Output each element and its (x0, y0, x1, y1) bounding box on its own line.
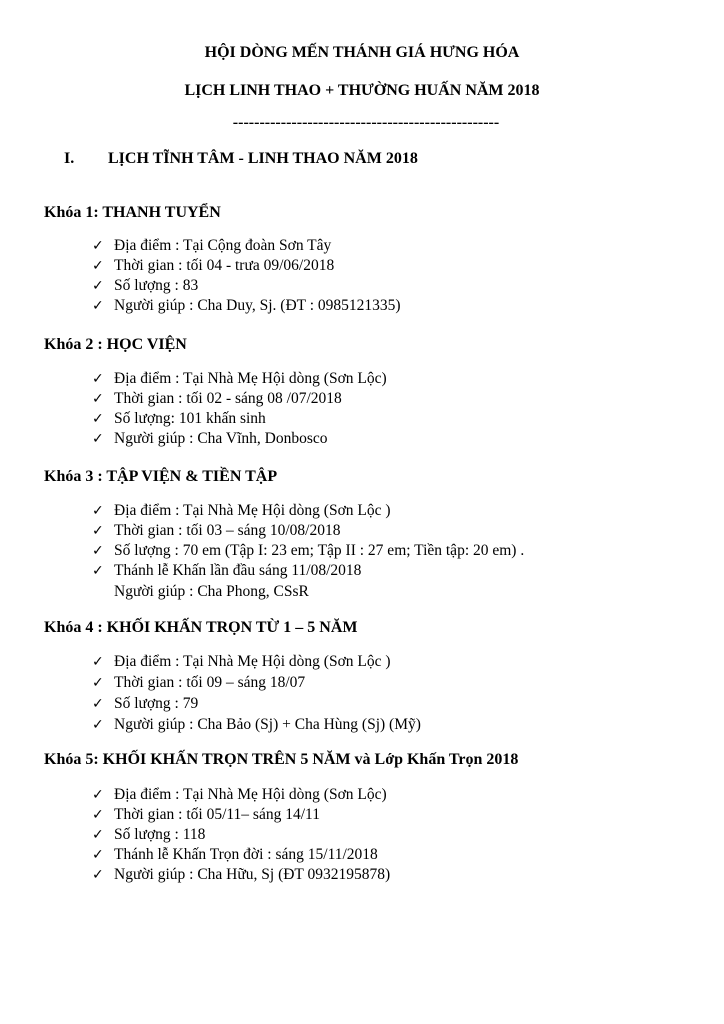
check-icon: ✓ (92, 523, 104, 539)
course-5-details (92, 785, 390, 885)
list-item: ✓ Địa điểm : Tại Nhà Mẹ Hội dòng (Sơn Lộc ) (92, 653, 391, 670)
course-3-title: Khóa 3 : TẬP VIỆN & TIỀN TẬP (44, 468, 278, 485)
course-1-title: Khóa 1: THANH TUYỂN (44, 204, 221, 221)
org-name: HỘI DÒNG MẾN THÁNH GIÁ HƯNG HÓA (204, 44, 520, 61)
check-icon: ✓ (92, 675, 104, 691)
check-icon: ✓ (92, 563, 104, 579)
check-icon: ✓ (92, 278, 104, 294)
list-item: ✓ Số lượng : 70 em (Tập I: 23 em; Tập II : 27 em; Tiền tập: 20 em) . (92, 542, 525, 559)
course-3-details (92, 501, 524, 603)
course-4-title: Khóa 4 : KHỐI KHẤN TRỌN TỪ 1 – 5 NĂM (44, 619, 358, 636)
list-item: ✓ Địa điểm : Tại Nhà Mẹ Hội dòng (Sơn Lộc) (92, 786, 387, 803)
list-item: ✓ Địa điểm : Tại Nhà Mẹ Hội dòng (Sơn Lộc) (92, 370, 387, 387)
list-item: ✓ Địa điểm : Tại Nhà Mẹ Hội dòng (Sơn Lộc ) (92, 502, 391, 519)
divider-line: -------------------------------------------------- (232, 114, 500, 131)
check-icon: ✓ (92, 696, 104, 712)
course-5-title: Khóa 5: KHỐI KHẤN TRỌN TRÊN 5 NĂM và Lớp Khấn Trọn 2018 (44, 751, 519, 768)
list-item: ✓ Số lượng: 101 khấn sinh (92, 410, 266, 427)
check-icon: ✓ (92, 431, 104, 447)
list-item: ✓ Người giúp : Cha Vĩnh, Donbosco (92, 430, 328, 447)
list-item: ✓ Thánh lễ Khấn Trọn đời : sáng 15/11/2018 (92, 846, 378, 863)
list-item: ✓ Thời gian : tối 04 - trưa 09/06/2018 (92, 257, 335, 274)
list-item: ✓ Thánh lễ Khấn lần đầu sáng 11/08/2018 (92, 562, 362, 579)
check-icon: ✓ (92, 847, 104, 863)
course-2-details (92, 369, 387, 449)
check-icon: ✓ (92, 807, 104, 823)
section-title: LỊCH TĨNH TÂM - LINH THAO NĂM 2018 (108, 150, 418, 167)
course-2-title: Khóa 2 : HỌC VIỆN (44, 336, 187, 353)
check-icon: ✓ (92, 787, 104, 803)
check-icon: ✓ (92, 238, 104, 254)
check-icon: ✓ (92, 503, 104, 519)
check-icon: ✓ (92, 654, 104, 670)
list-item: ✓ Người giúp : Cha Hữu, Sj (ĐT 0932195878) (92, 866, 391, 883)
list-item: ✓ Địa điểm : Tại Cộng đoàn Sơn Tây (92, 237, 332, 254)
list-item: ✓ Người giúp : Cha Duy, Sj. (ĐT : 0985121335) (92, 297, 401, 314)
check-icon: ✓ (92, 717, 104, 733)
list-item: ✓ Số lượng : 118 (92, 826, 206, 843)
list-item: ✓ Số lượng : 83 (92, 277, 199, 294)
list-item: ✓ Số lượng : 79 (92, 695, 199, 712)
list-item: ✓ Thời gian : tối 09 – sáng 18/07 (92, 674, 306, 691)
check-icon: ✓ (92, 867, 104, 883)
check-icon: ✓ (92, 371, 104, 387)
check-icon: ✓ (92, 827, 104, 843)
check-icon: ✓ (92, 298, 104, 314)
check-icon: ✓ (92, 543, 104, 559)
section-number: I. (64, 150, 75, 167)
list-item: ✓ Thời gian : tối 05/11– sáng 14/11 (92, 806, 320, 823)
course-3-helper: Người giúp : Cha Phong, CSsR (114, 583, 309, 600)
course-4-details (92, 652, 421, 736)
check-icon: ✓ (92, 391, 104, 407)
check-icon: ✓ (92, 258, 104, 274)
course-1-details (92, 236, 401, 316)
list-item: ✓ Thời gian : tối 03 – sáng 10/08/2018 (92, 522, 341, 539)
list-item: ✓ Thời gian : tối 02 - sáng 08 /07/2018 (92, 390, 342, 407)
list-item: ✓ Người giúp : Cha Bảo (Sj) + Cha Hùng (Sj) (Mỹ) (92, 716, 421, 733)
schedule-title: LỊCH LINH THAO + THƯỜNG HUẤN NĂM 2018 (184, 82, 540, 99)
check-icon: ✓ (92, 411, 104, 427)
